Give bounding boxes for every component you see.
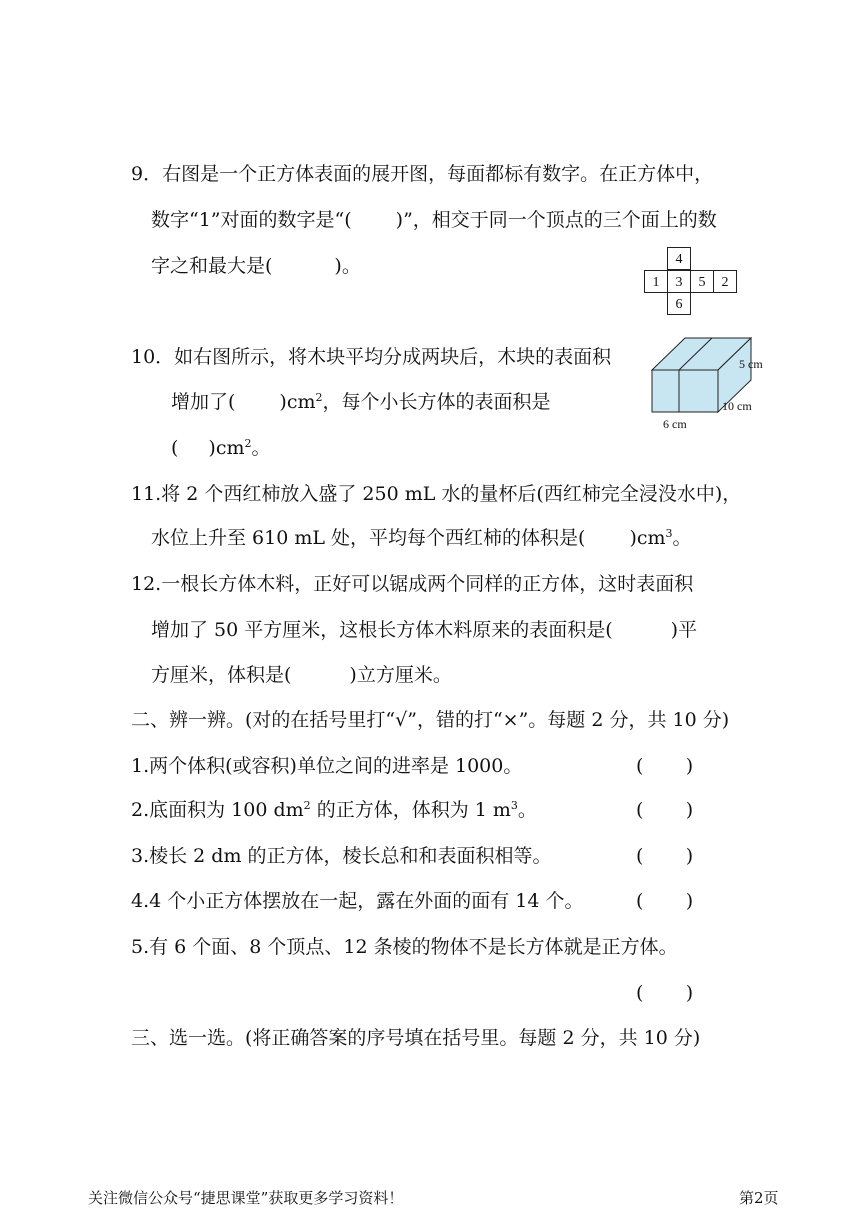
net-number-bottom: 6 [675, 297, 683, 312]
judge-item-2-text-b: 的正方体，体积为 1 m [310, 799, 511, 821]
footer-promo: 关注微信公众号“捷思课堂”获取更多学习资料！ [88, 1189, 404, 1207]
judge-item-4: 4.4 个小正方体摆放在一起，露在外面的面有 14 个。 [131, 890, 584, 912]
q10-text-2b: )cm [279, 391, 316, 413]
judge-item-2 [131, 797, 537, 823]
q10-line-3 [171, 435, 271, 461]
dim-height-label: 5 cm [739, 357, 763, 371]
q9-text-3b: )。 [334, 255, 361, 277]
dim-width-label: 6 cm [663, 417, 687, 431]
q10-text-2c: ，每个小长方体的表面积是 [322, 391, 551, 413]
q9-text-2a: 数字“1”对面的数字是“( [151, 209, 352, 231]
q11-line-1: 11.将 2 个西红柿放入盛了 250 mL 水的量杯后(西红柿完全浸没水中)， [131, 483, 742, 505]
net-number-right1: 5 [698, 275, 706, 290]
q11-text-2b: )cm [629, 527, 666, 549]
superscript: 3 [665, 527, 673, 540]
block-front-face [652, 370, 718, 412]
q10-text-2a: 增加了( [171, 391, 236, 413]
q12-text-3b: )立方厘米。 [349, 664, 452, 686]
q10-line-1: 10．如右图所示，将木块平均分成两块后，木块的表面积 [131, 346, 612, 368]
judge-answer-paren-2: ( ) [636, 799, 694, 821]
q9-line-1: 9．右图是一个正方体表面的展开图，每面都标有数字。在正方体中， [131, 163, 714, 185]
q9-line-2 [151, 207, 717, 233]
cube-net-figure [643, 247, 738, 317]
q12-line-1: 12.一根长方体木料，正好可以锯成两个同样的正方体，这时表面积 [131, 573, 694, 595]
judge-item-3: 3.棱长 2 dm 的正方体，棱长总和和表面积相等。 [131, 845, 552, 867]
dim-depth-label: 10 cm [722, 399, 752, 413]
net-number-center: 3 [675, 275, 683, 290]
net-number-left: 1 [652, 275, 660, 290]
judge-item-2-text-c: 。 [517, 799, 537, 821]
superscript: 2 [303, 799, 311, 812]
judge-item-5: 5.有 6 个面、8 个顶点、12 条棱的物体不是长方体就是正方体。 [131, 936, 678, 958]
q10-text-3b: )cm [208, 437, 245, 459]
judge-answer-paren-3: ( ) [636, 845, 694, 867]
q12-line-2 [151, 617, 697, 643]
q9-line-3 [151, 253, 361, 279]
q12-text-2a: 增加了 50 平方厘米，这根长方体木料原来的表面积是( [151, 619, 613, 641]
net-number-top: 4 [675, 252, 683, 267]
q11-text-2a: 水位上升至 610 mL 处，平均每个西红柿的体积是( [151, 527, 586, 549]
q10-text-3c: 。 [251, 437, 271, 459]
judge-item-2-text-a: 2.底面积为 100 dm [131, 799, 304, 821]
wood-block-figure [645, 330, 775, 434]
q12-text-3a: 方厘米，体积是( [151, 664, 292, 686]
judge-answer-paren-4: ( ) [636, 890, 694, 912]
superscript: 2 [315, 391, 323, 404]
q10-line-2 [171, 389, 551, 415]
q10-text-3a: ( [171, 437, 179, 459]
section-3-title: 三、选一选。(将正确答案的序号填在括号里。每题 2 分，共 10 分) [131, 1027, 701, 1049]
q12-text-2b: )平 [670, 619, 698, 641]
q11-text-2c: 。 [672, 527, 692, 549]
superscript: 2 [244, 437, 252, 450]
q9-text-3a: 字之和最大是( [151, 255, 273, 277]
section-2-title: 二、辨一辨。(对的在括号里打“√”，错的打“×”。每题 2 分，共 10 分) [131, 709, 730, 731]
judge-item-1: 1.两个体积(或容积)单位之间的进率是 1000。 [131, 755, 523, 777]
net-number-right2: 2 [721, 275, 729, 290]
judge-answer-paren-1: ( ) [636, 755, 694, 777]
q12-line-3 [151, 662, 452, 688]
page-number: 第2页 [739, 1189, 779, 1207]
q11-line-2 [151, 525, 692, 551]
judge-answer-paren-5: ( ) [636, 982, 694, 1004]
q9-text-2b: )”，相交于同一个顶点的三个面上的数 [395, 209, 717, 231]
superscript: 3 [510, 799, 518, 812]
